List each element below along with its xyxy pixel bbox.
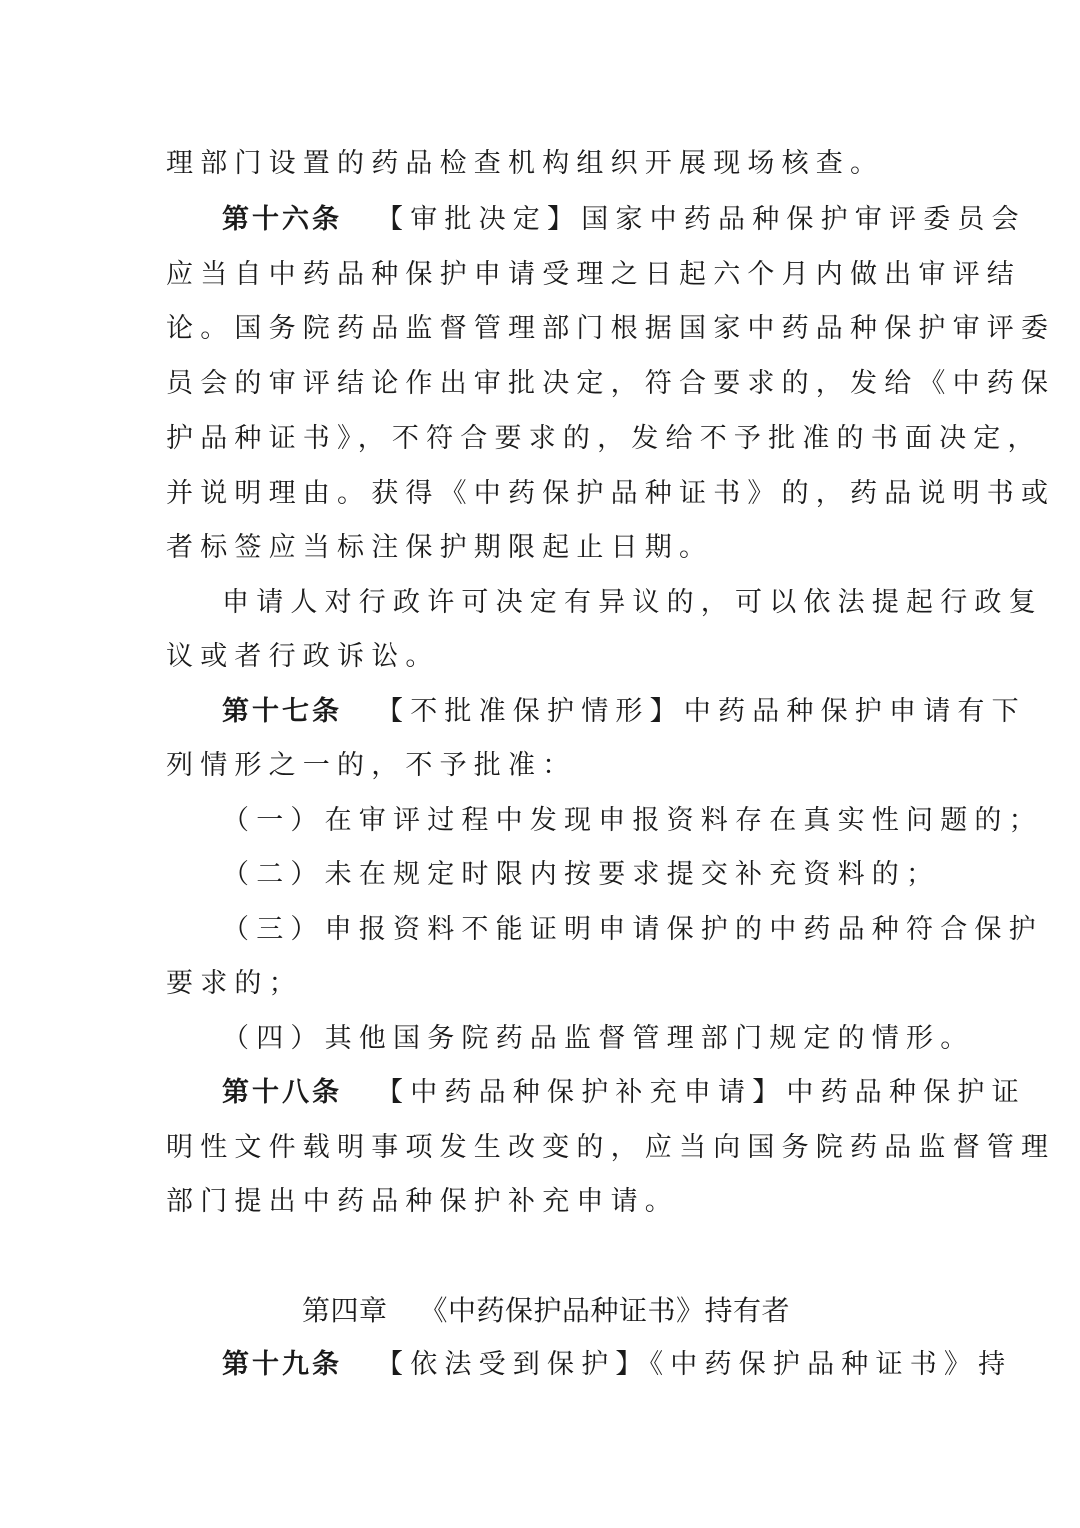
line-text: 并说明理由。获得《中药保护品种证书》的，药品说明书或	[166, 478, 1056, 509]
article-19-heading-line	[0, 1337, 1080, 1393]
body-line	[0, 520, 1080, 576]
chapter-number: 第四章	[301, 1294, 388, 1327]
list-item-line	[0, 902, 1080, 958]
line-text: （二）未在规定时限内按要求提交补充资料的；	[222, 859, 941, 890]
line-text: （四）其他国务院药品监督管理部门规定的情形。	[222, 1023, 975, 1054]
line-text: （三）申报资料不能证明申请保护的中药品种符合保护	[222, 914, 1043, 945]
body-line	[0, 1174, 1080, 1230]
list-item-line	[0, 847, 1080, 903]
article-number: 第十八条	[222, 1077, 342, 1108]
chapter-heading	[0, 1283, 1080, 1339]
body-line	[0, 738, 1080, 794]
line-text: 议或者行政诉讼。	[166, 641, 440, 672]
paragraph-line	[0, 575, 1080, 631]
line-text: 员会的审评结论作出审批决定，符合要求的，发给《中药保	[166, 368, 1056, 399]
body-line	[0, 956, 1080, 1012]
line-text: 列情形之一的，不予批准：	[166, 750, 577, 781]
line-text: 者标签应当标注保护期限起止日期。	[166, 532, 714, 563]
line-text: 【依法受到保护】《中药保护品种证书》持	[376, 1349, 1013, 1380]
article-number: 第十九条	[222, 1349, 342, 1380]
body-line	[0, 356, 1080, 412]
line-text: 【审批决定】国家中药品种保护审评委员会	[376, 204, 1026, 235]
body-line	[0, 247, 1080, 303]
body-line	[0, 466, 1080, 522]
line-text: 理部门设置的药品检查机构组织开展现场核查。	[166, 148, 885, 179]
line-text: 护品种证书》，不符合要求的，发给不予批准的书面决定，	[166, 423, 1042, 454]
line-text: 部门提出中药品种保护补充申请。	[166, 1186, 679, 1217]
line-text: 申请人对行政许可决定有异议的，可以依法提起行政复	[222, 587, 1043, 618]
article-17-heading-line	[0, 684, 1080, 740]
line-text: 【中药品种保护补充申请】中药品种保护证	[376, 1077, 1026, 1108]
line-text: 论。国务院药品监督管理部门根据国家中药品种保护审评委	[166, 313, 1056, 344]
line-text: （一）在审评过程中发现申报资料存在真实性问题的；	[222, 805, 1043, 836]
body-line	[0, 1120, 1080, 1176]
article-number: 第十六条	[222, 204, 342, 235]
line-text: 明性文件载明事项发生改变的，应当向国务院药品监督管理	[166, 1132, 1056, 1163]
chapter-title: 《中药保护品种证书》持有者	[419, 1294, 791, 1327]
body-line	[0, 301, 1080, 357]
list-item-line	[0, 793, 1080, 849]
line-text: 要求的；	[166, 968, 303, 999]
list-item-line	[0, 1011, 1080, 1067]
body-line	[0, 136, 1080, 192]
body-line	[0, 629, 1080, 685]
line-text: 【不批准保护情形】中药品种保护申请有下	[376, 696, 1026, 727]
article-16-heading-line	[0, 192, 1080, 248]
article-number: 第十七条	[222, 696, 342, 727]
body-line	[0, 411, 1080, 467]
article-18-heading-line	[0, 1065, 1080, 1121]
line-text: 应当自中药品种保护申请受理之日起六个月内做出审评结	[166, 259, 1021, 290]
